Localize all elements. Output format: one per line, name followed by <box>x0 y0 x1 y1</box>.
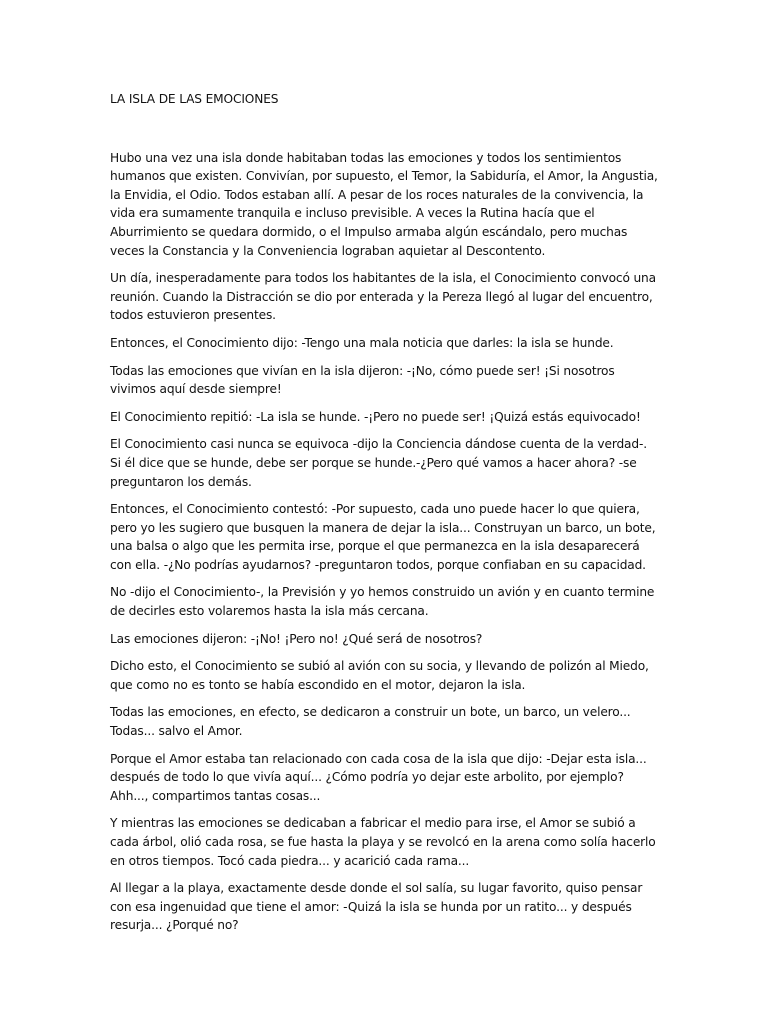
page-title: LA ISLA DE LAS EMOCIONES <box>110 92 279 106</box>
paragraph: El Conocimiento repitió: -La isla se hunde. -¡Pero no puede ser! ¡Quizá estás equivocado! <box>110 409 641 424</box>
paragraph: Al llegar a la playa, exactamente desde donde el sol salía, su lugar favorito, quiso pensar con esa ingenuidad que tiene el amor: -Quizá la isla se hunda por un ratito... y después resurja... ¿Porqué no? <box>110 881 643 933</box>
paragraph: Todas las emociones, en efecto, se dedicaron a construir un bote, un barco, un velero... Todas... salvo el Amor. <box>110 705 631 739</box>
paragraph: Entonces, el Conocimiento contestó: -Por supuesto, cada uno puede hacer lo que quiera, pero yo les sugiero que busquen la manera de dejar la isla... Construyan un barco, un bote, una balsa o algo que les permita irse, porque el que permanezca en la isla desaparecerá con ella. -¿No podrías ayudarnos? -preguntaron todos, porque confiaban en su capacidad. <box>110 502 656 572</box>
paragraph: Un día, inesperadamente para todos los habitantes de la isla, el Conocimiento convocó una reunión. Cuando la Distracción se dio por enterada y la Pereza llegó al lugar del encuentro, todos estuvieron presentes. <box>110 271 656 323</box>
paragraph: El Conocimiento casi nunca se equivoca -dijo la Conciencia dándose cuenta de la verdad-. Si él dice que se hunde, debe ser porque se hunde.-¿Pero qué vamos a hacer ahora? -se preguntaron los demás. <box>110 437 647 489</box>
paragraph: Las emociones dijeron: -¡No! ¡Pero no! ¿Qué será de nosotros? <box>110 631 483 646</box>
paragraph: Hubo una vez una isla donde habitaban todas las emociones y todos los sentimientos humanos que existen. Convivían, por supuesto, el Temor, la Sabiduría, el Amor, la Angustia, la Envidia, el Odio. Todos estaban allí. A pesar de los roces naturales de la convivencia, la vida era sumamente tranquila e incluso previsible. A veces la Rutina hacía que el Aburrimiento se quedara dormido, o el Impulso armaba algún escándalo, pero muchas veces la Constancia y la Conveniencia lograban aquietar al Descontento. <box>110 150 658 258</box>
document-body <box>110 90 658 944</box>
paragraph: Entonces, el Conocimiento dijo: -Tengo una mala noticia que darles: la isla se hunde. <box>110 335 614 350</box>
paragraph: Y mientras las emociones se dedicaban a fabricar el medio para irse, el Amor se subió a cada árbol, olió cada rosa, se fue hasta la playa y se revolcó en la arena como solía hacerlo en otros tiempos. Tocó cada piedra... y acarició cada rama... <box>110 816 656 868</box>
paragraph: Dicho esto, el Conocimiento se subió al avión con su socia, y llevando de polizón al Miedo, que como no es tonto se había escondido en el motor, dejaron la isla. <box>110 659 649 692</box>
paragraph: No -dijo el Conocimiento-, la Previsión y yo hemos construido un avión y en cuanto termine de decirles esto volaremos hasta la isla más cercana. <box>110 585 655 619</box>
paragraph: Todas las emociones que vivían en la isla dijeron: -¡No, cómo puede ser! ¡Si nosotros vivimos aquí desde siempre! <box>110 363 615 397</box>
paragraph: Porque el Amor estaba tan relacionado con cada cosa de la isla que dijo: -Dejar esta isla... después de todo lo que vivía aquí... ¿Cómo podría yo dejar este arbolito, por ejemplo? Ahh..., compartimos tantas cosas... <box>110 751 647 803</box>
